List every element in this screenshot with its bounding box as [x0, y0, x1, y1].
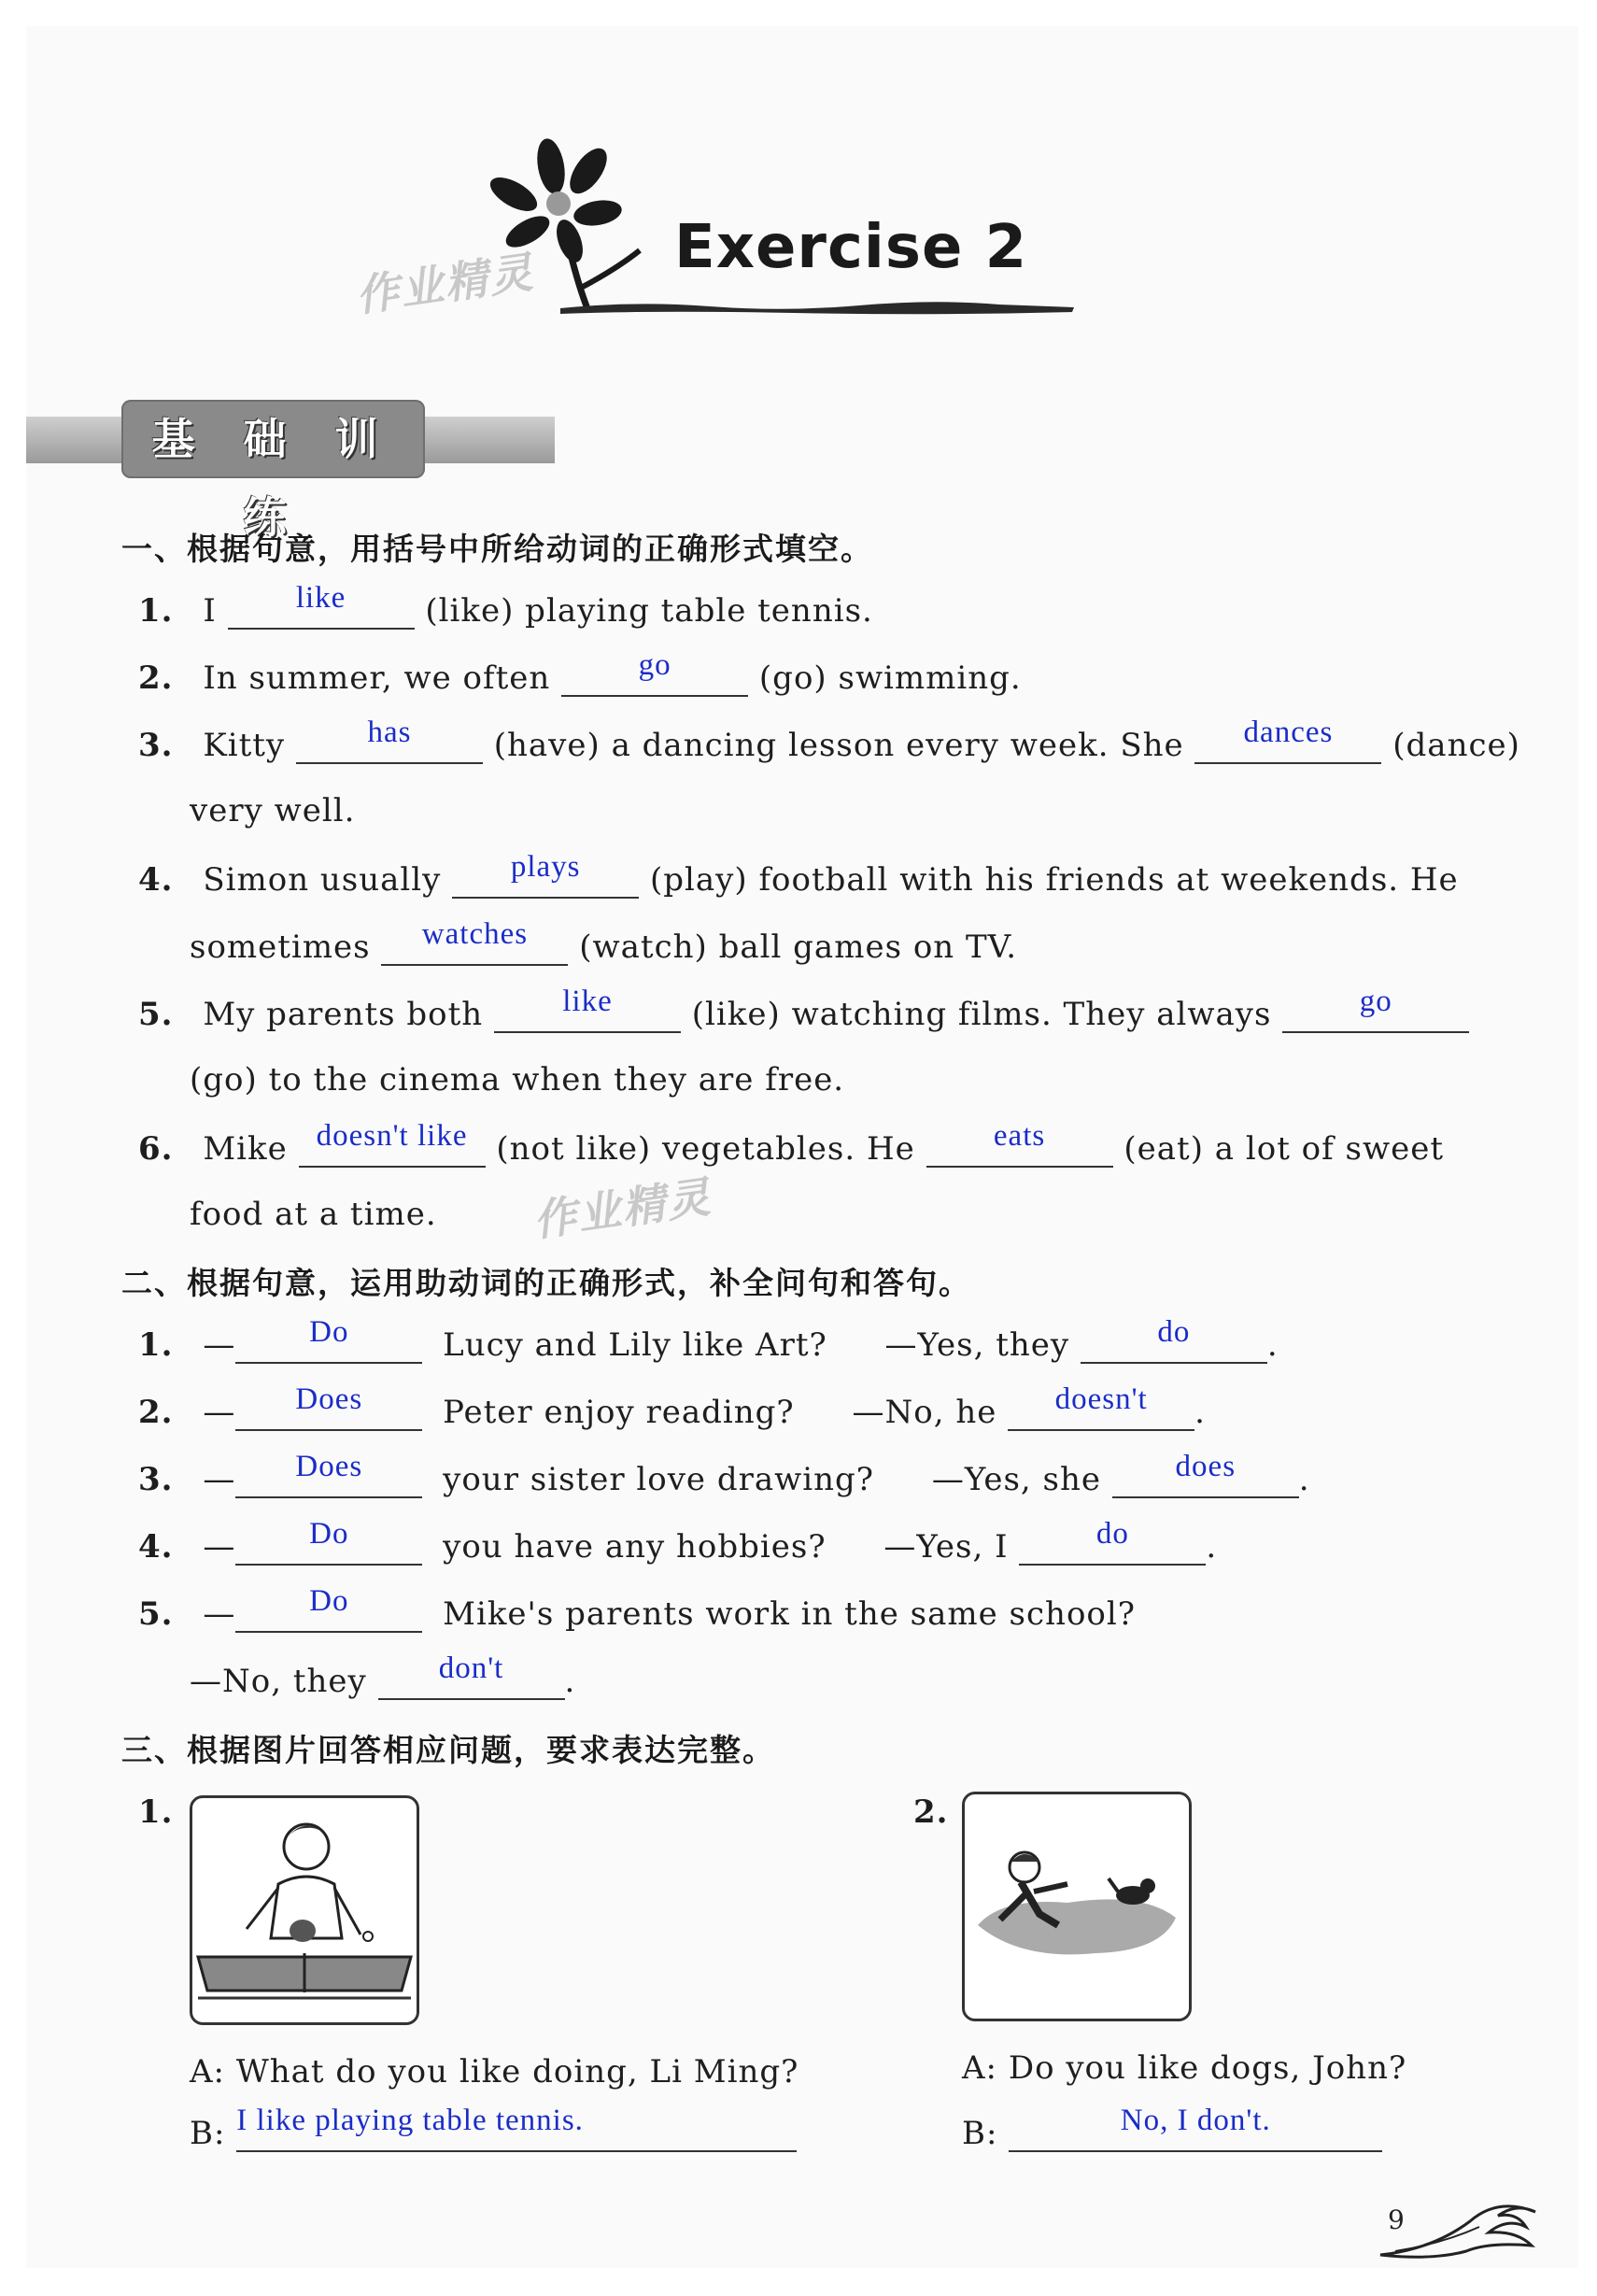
- part1-q4-cont: [190, 917, 1018, 966]
- period: .: [564, 1663, 576, 1700]
- answer-blank[interactable]: [1282, 985, 1469, 1033]
- answer-text: I like playing table tennis.: [236, 2104, 584, 2137]
- question-text: (go) swimming.: [758, 659, 1022, 697]
- answer-text: go: [1359, 985, 1392, 1018]
- answer-blank[interactable]: [561, 648, 748, 697]
- answer-blank[interactable]: [235, 1450, 422, 1498]
- answer-label: B:: [962, 2115, 998, 2152]
- answer-blank[interactable]: [1081, 1315, 1267, 1364]
- part3-q1-question: A: What do you like doing, Li Ming?: [190, 2053, 799, 2090]
- question-number: 5.: [138, 996, 174, 1033]
- answer-blank[interactable]: [235, 1382, 422, 1431]
- answer-label: B:: [190, 2115, 226, 2152]
- answer-text: Does: [295, 1382, 363, 1416]
- question-text: Mike's parents work in the same school?: [443, 1595, 1136, 1633]
- ping-pong-picture: [190, 1795, 419, 2025]
- question-text: Peter enjoy reading?: [443, 1394, 795, 1431]
- answer-text: don't: [438, 1651, 504, 1685]
- question-number: 2.: [138, 659, 174, 697]
- answer-text: do: [1157, 1315, 1191, 1349]
- question-text: Lucy and Lily like Art?: [443, 1326, 827, 1364]
- question-text: My parents both: [203, 996, 484, 1033]
- question-text: you have any hobbies?: [443, 1528, 827, 1566]
- answer-blank[interactable]: [494, 985, 681, 1033]
- answer-blank[interactable]: [296, 716, 483, 764]
- part1-q6-cont: food at a time.: [190, 1196, 437, 1233]
- question-text: Kitty: [203, 727, 286, 764]
- watermark: 作业精灵: [530, 1170, 715, 1247]
- answer-lead: —No, he: [852, 1394, 997, 1431]
- answer-blank[interactable]: [926, 1119, 1113, 1168]
- answer-text: Do: [309, 1517, 349, 1551]
- answer-text: like: [295, 581, 346, 615]
- part1-q5: [138, 985, 1469, 1033]
- dash: —: [203, 1326, 236, 1364]
- answer-text: doesn't: [1054, 1382, 1148, 1416]
- answer-text: go: [638, 648, 671, 682]
- question-text: (eat) a lot of sweet: [1124, 1130, 1444, 1168]
- dog-picture: [962, 1792, 1192, 2021]
- answer-blank[interactable]: [1008, 1382, 1194, 1431]
- answer-blank[interactable]: [1112, 1450, 1299, 1498]
- answer-text: has: [367, 716, 412, 749]
- part1-q6: [138, 1119, 1444, 1168]
- answer-text: like: [562, 985, 613, 1018]
- answer-blank[interactable]: [452, 850, 639, 899]
- part2-q1: [138, 1315, 1279, 1364]
- period: .: [1298, 1461, 1310, 1498]
- part1-heading: 一、根据句意，用括号中所给动词的正确形式填空。: [121, 531, 873, 567]
- question-number: 1.: [138, 1793, 174, 1831]
- question-number: 6.: [138, 1130, 174, 1168]
- answer-text: Do: [309, 1584, 349, 1618]
- answer-blank[interactable]: [235, 1315, 422, 1364]
- question-text: sometimes: [190, 928, 371, 966]
- question-text: (not like) vegetables. He: [496, 1130, 915, 1168]
- dash: —: [203, 1461, 236, 1498]
- answer-text: watches: [421, 917, 529, 951]
- part1-q2: [138, 648, 1022, 697]
- answer-lead: —Yes, she: [931, 1461, 1101, 1498]
- question-text: (dance): [1392, 727, 1520, 764]
- answer-text: Do: [309, 1315, 349, 1349]
- question-text: (watch) ball games on TV.: [579, 928, 1018, 966]
- answer-lead: —Yes, I: [883, 1528, 1009, 1566]
- watermark: 作业精灵: [352, 246, 538, 322]
- answer-text: do: [1095, 1517, 1129, 1551]
- part2-q5-answer: [190, 1651, 576, 1700]
- question-text: (like) playing table tennis.: [425, 592, 873, 630]
- question-text: (like) watching films. They always: [691, 996, 1272, 1033]
- part2-heading: 二、根据句意，运用助动词的正确形式，补全问句和答句。: [121, 1265, 971, 1301]
- period: .: [1206, 1528, 1218, 1566]
- boy-playing-table-tennis-icon: [192, 1798, 417, 2022]
- answer-text: does: [1175, 1450, 1237, 1483]
- question-number: 4.: [138, 861, 174, 899]
- question-number: 5.: [138, 1595, 174, 1633]
- question-number: 2.: [913, 1793, 949, 1831]
- question-text: I: [203, 592, 217, 630]
- answer-blank[interactable]: [378, 1651, 565, 1700]
- answer-blank[interactable]: [235, 1517, 422, 1566]
- part2-q3: [138, 1450, 1310, 1498]
- question-text: In summer, we often: [203, 659, 551, 697]
- page-title: Exercise 2: [674, 213, 1028, 282]
- answer-blank[interactable]: [1009, 2104, 1382, 2152]
- part3-heading: 三、根据图片回答相应问题，要求表达完整。: [121, 1732, 775, 1768]
- question-number: 1.: [138, 592, 174, 630]
- part2-q4: [138, 1517, 1218, 1566]
- answer-blank[interactable]: [1019, 1517, 1206, 1566]
- question-text: (have) a dancing lesson every week. She: [493, 727, 1184, 764]
- part1-q3-cont: very well.: [190, 792, 356, 829]
- question-text: Simon usually: [203, 861, 442, 899]
- dash: —: [203, 1528, 236, 1566]
- answer-text: Does: [295, 1450, 363, 1483]
- part2-q2: [138, 1382, 1206, 1431]
- answer-lead: —Yes, they: [884, 1326, 1070, 1364]
- part3-q2-answer-row: [962, 2104, 1382, 2152]
- answer-text: No, I don't.: [1120, 2104, 1271, 2137]
- period: .: [1194, 1394, 1206, 1431]
- brush-underline: [560, 297, 1074, 318]
- part3-q2-question: A: Do you like dogs, John?: [962, 2049, 1407, 2087]
- answer-text: doesn't like: [316, 1119, 468, 1153]
- boy-running-from-dog-icon: [965, 1794, 1189, 2019]
- answer-blank[interactable]: [236, 2104, 797, 2152]
- question-number: 2.: [138, 1394, 174, 1431]
- dash: —: [203, 1595, 236, 1633]
- answer-blank[interactable]: [381, 917, 568, 966]
- answer-blank[interactable]: [228, 581, 415, 630]
- answer-text: eats: [993, 1119, 1046, 1153]
- part1-q5-cont: (go) to the cinema when they are free.: [190, 1061, 845, 1098]
- answer-text: plays: [510, 850, 581, 884]
- answer-blank[interactable]: [235, 1584, 422, 1633]
- part1-q3: [138, 716, 1520, 764]
- question-text: (play) football with his friends at weekends. He: [650, 861, 1459, 899]
- question-number: 4.: [138, 1528, 174, 1566]
- page-number: 9: [1388, 2204, 1405, 2235]
- part1-q1: [138, 581, 873, 630]
- question-text: Mike: [203, 1130, 288, 1168]
- question-number: 3.: [138, 727, 174, 764]
- part3-q1-answer-row: [190, 2104, 797, 2152]
- part2-q5: [138, 1584, 1136, 1633]
- part1-q4: [138, 850, 1459, 899]
- period: .: [1266, 1326, 1279, 1364]
- dash: —: [203, 1394, 236, 1431]
- answer-text: dances: [1243, 716, 1334, 749]
- answer-blank[interactable]: [299, 1119, 486, 1168]
- answer-lead: —No, they: [190, 1663, 367, 1700]
- section-banner-title: 基 础 训 练: [151, 414, 395, 543]
- question-number: 3.: [138, 1461, 174, 1498]
- answer-blank[interactable]: [1194, 716, 1381, 764]
- question-number: 1.: [138, 1326, 174, 1364]
- question-text: your sister love drawing?: [443, 1461, 875, 1498]
